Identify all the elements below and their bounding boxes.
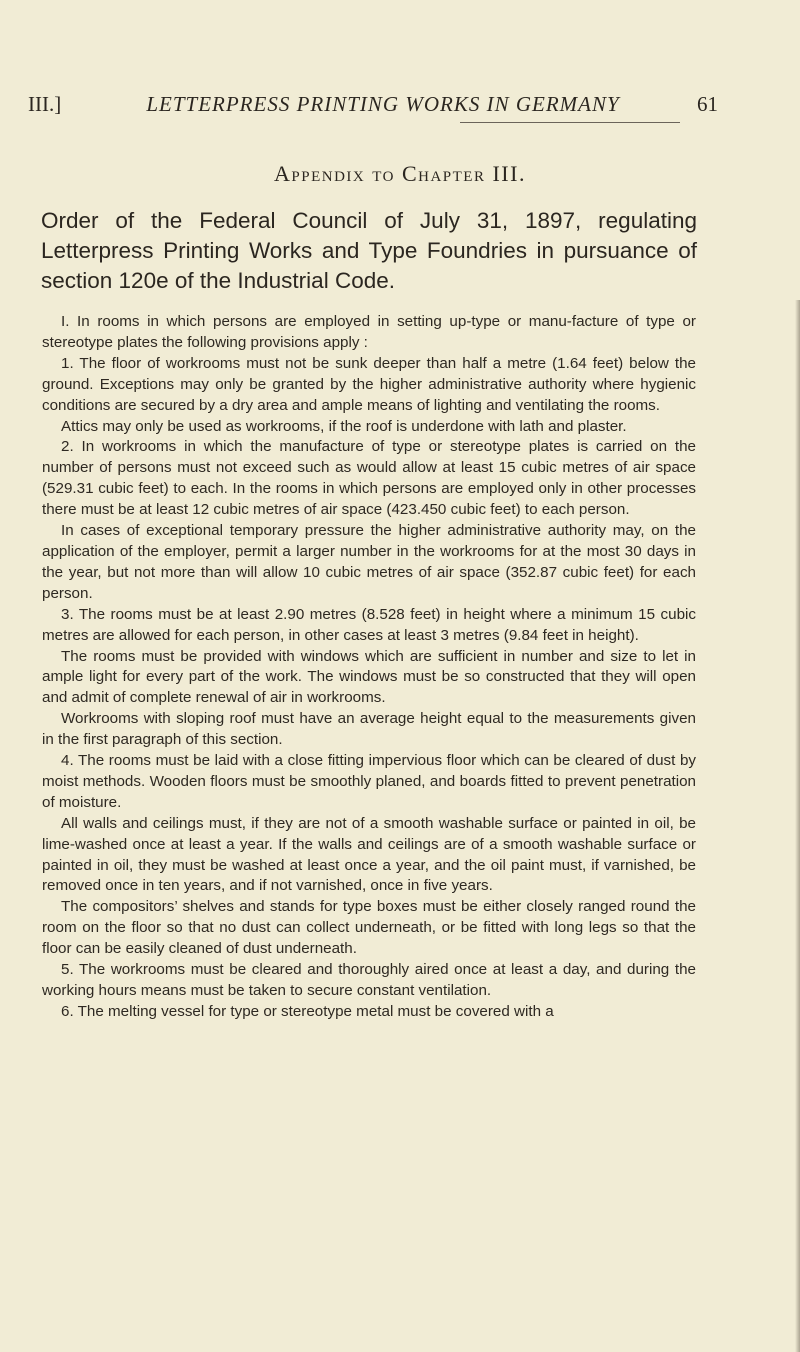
paragraph: 4. The rooms must be laid with a close fitting impervious floor which can be cleared of dust by moist methods. Wooden floors must be smoothly planed, and boards fitted to prevent penetration of moisture. [42,752,696,811]
paragraph: Attics may only be used as workrooms, if the roof is underdone with lath and plaster. [61,417,627,435]
running-header [28,92,718,117]
paragraph: 3. The rooms must be at least 2.90 metres (8.528 feet) in height where a minimum 15 cubic metres are allowed for each person, in other cases at least 3 metres (9.84 feet in height). [42,605,696,644]
paragraph: Workrooms with sloping roof must have an average height equal to the measurements given in the first paragraph of this section. [42,710,696,749]
header-rule [460,122,680,123]
running-title: LETTERPRESS PRINTING WORKS IN GERMANY [146,92,620,116]
order-title: Order of the Federal Council of July 31, 1897, regulating Letterpress Printing Works and Type Foundries in pursuance of section 120e of the Industrial Code. [41,208,697,293]
body-text [42,312,696,1023]
paragraph: 6. The melting vessel for type or stereotype metal must be covered with a [61,1002,554,1020]
appendix-title: Appendix to Chapter III. [274,161,526,186]
page-number: 61 [697,92,718,116]
paragraph: All walls and ceilings must, if they are not of a smooth washable surface or painted in oil, be lime-washed once at least a year. If the walls and ceilings are of a smooth washable surface or painted in oil, they must be washed at least once a year, and the oil paint must, if varnished, be removed once in ten years, and if not varnished, once in five years. [42,814,696,895]
paragraph: 1. The floor of workrooms must not be sunk deeper than half a metre (1.64 feet) below the ground. Exceptions may only be granted by the higher administrative authority where hygienic conditions are secured by a dry area and ample means of lighting and ventilating the rooms. [42,354,696,414]
paragraph: The rooms must be provided with windows which are sufficient in number and size to let in ample light for every part of the work. The windows must be so constructed that they will open and admit of complete renewal of air in workrooms. [42,647,696,707]
page-edge-shadow [795,300,800,1352]
paragraph: In cases of exceptional temporary pressure the higher administrative authority may, on the application of the employer, permit a larger number in the workrooms for at the most 30 days in the year, but not more than will allow 10 cubic metres of air space (352.87 cubic feet) for each person. [42,522,696,602]
paragraph: 2. In workrooms in which the manufacture of type or stereotype plates is carried on the number of persons must not exceed such as would allow at least 15 cubic metres of air space (529.31 cubic feet) to each. In the rooms in which persons are employed only in other processes there must be at least 12 cubic metres of air space (423.450 cubic feet) to each person. [42,438,696,519]
paragraph: The compositors’ shelves and stands for type boxes must be either closely ranged round the room on the floor so that no dust can collect underneath, or be fitted with long legs so that the floor can be easily cleaned of dust underneath. [42,898,696,958]
paragraph: I. In rooms in which persons are employed in setting up-type or manu-facture of type or stereotype plates the following provisions apply : [42,313,696,351]
chapter-marker: III.] [28,92,62,116]
paragraph: 5. The workrooms must be cleared and thoroughly aired once at least a day, and during the working hours means must be taken to secure constant ventilation. [42,961,696,999]
